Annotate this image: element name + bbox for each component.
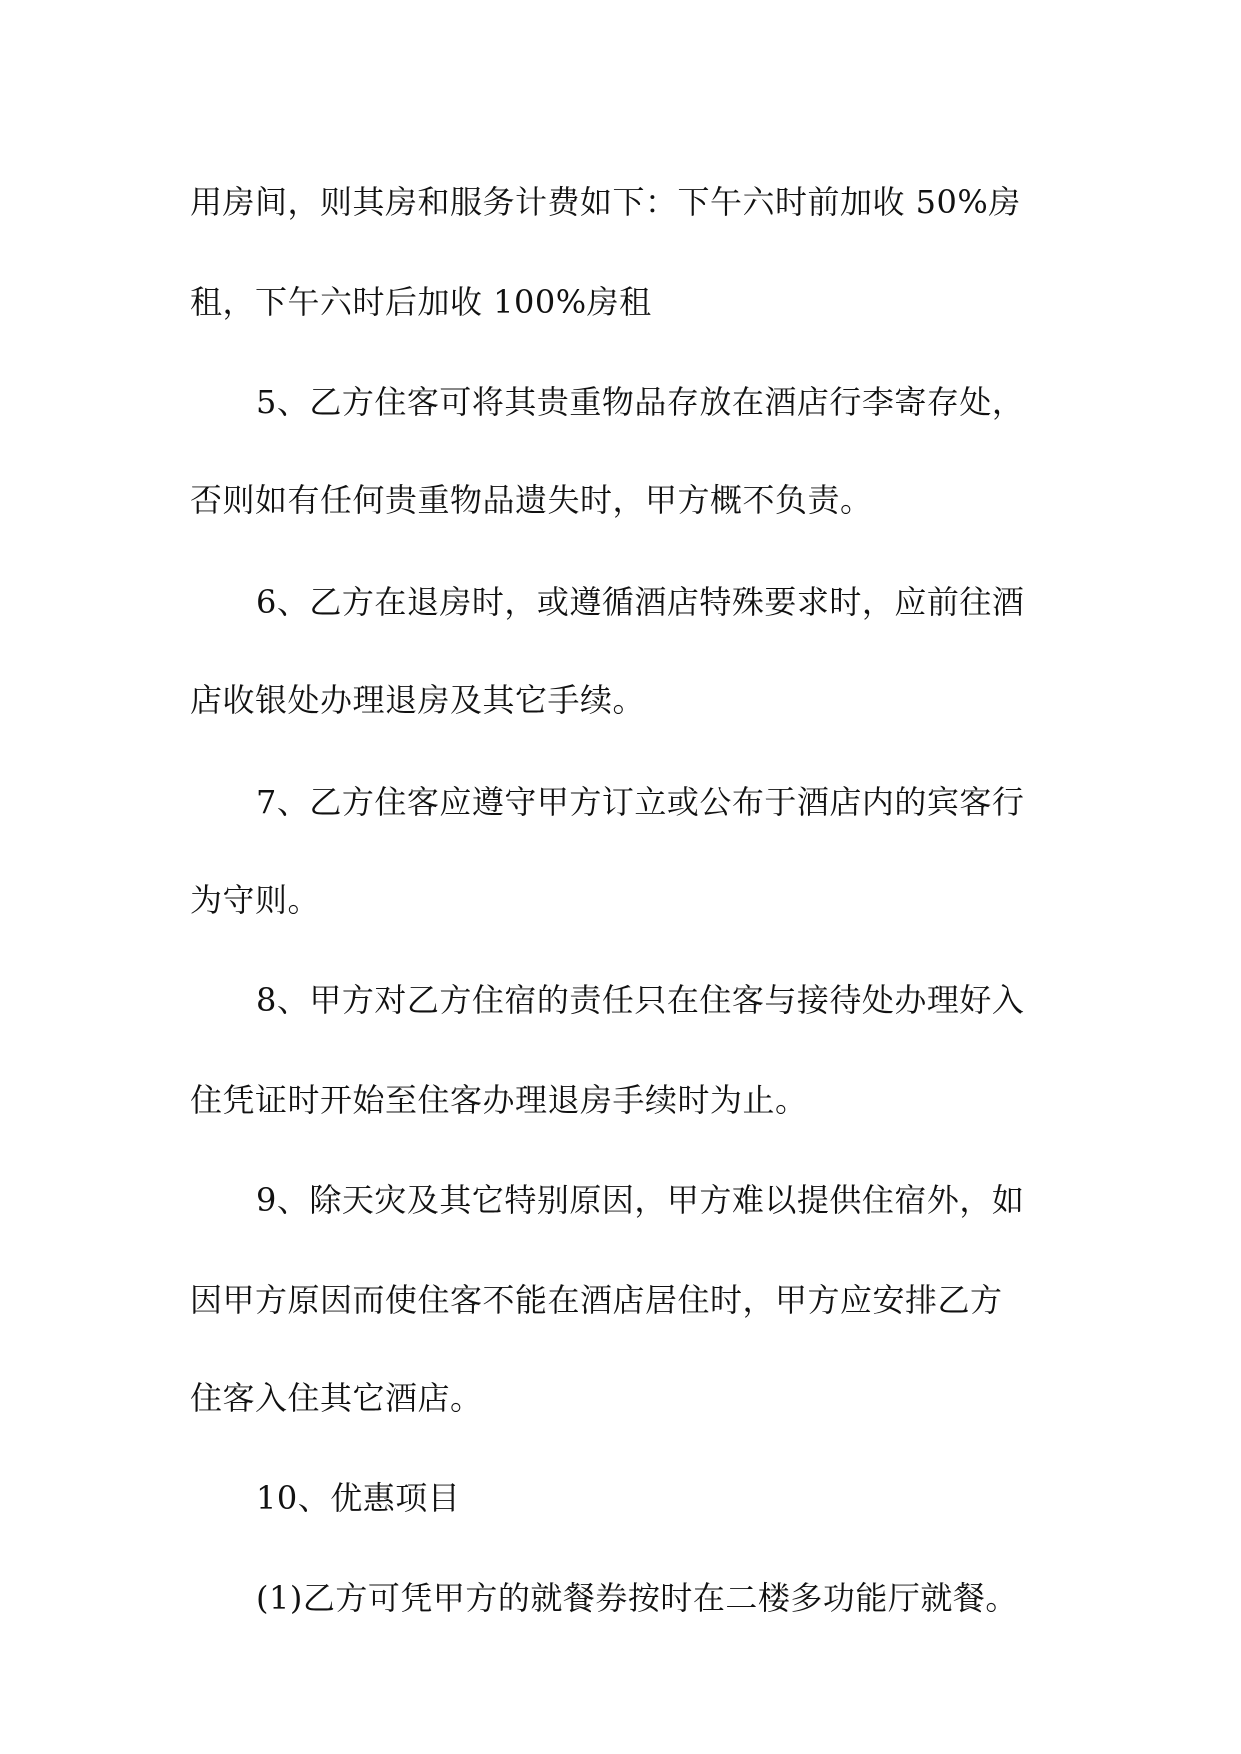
paragraph-line: 租，下午六时后加收 100%房租 [190, 283, 652, 321]
sub-item-1-line: (1)乙方可凭甲方的就餐券按时在二楼多功能厅就餐。 [256, 1579, 1018, 1617]
clause-8-line: 8、甲方对乙方住宿的责任只在住客与接待处办理好入 [256, 981, 1025, 1019]
clause-6-line: 6、乙方在退房时，或遵循酒店特殊要求时，应前往酒 [256, 583, 1025, 621]
paragraph-line: 店收银处办理退房及其它手续。 [190, 681, 646, 719]
paragraph-line: 为守则。 [190, 881, 321, 919]
clause-5-line: 5、乙方住客可将其贵重物品存放在酒店行李寄存处， [256, 383, 1025, 421]
paragraph-line: 因甲方原因而使住客不能在酒店居住时，甲方应安排乙方 [190, 1281, 1003, 1319]
clause-9-line: 9、除天灾及其它特别原因，甲方难以提供住宿外，如 [256, 1181, 1025, 1219]
paragraph-line: 否则如有任何贵重物品遗失时，甲方概不负责。 [190, 481, 873, 519]
paragraph-line: 住客入住其它酒店。 [190, 1379, 483, 1417]
paragraph-line: 住凭证时开始至住客办理退房手续时为止。 [190, 1081, 808, 1119]
clause-7-line: 7、乙方住客应遵守甲方订立或公布于酒店内的宾客行 [256, 783, 1025, 821]
clause-10-heading: 10、优惠项目 [256, 1479, 461, 1517]
paragraph-line: 用房间，则其房和服务计费如下：下午六时前加收 50%房 [190, 183, 1021, 221]
